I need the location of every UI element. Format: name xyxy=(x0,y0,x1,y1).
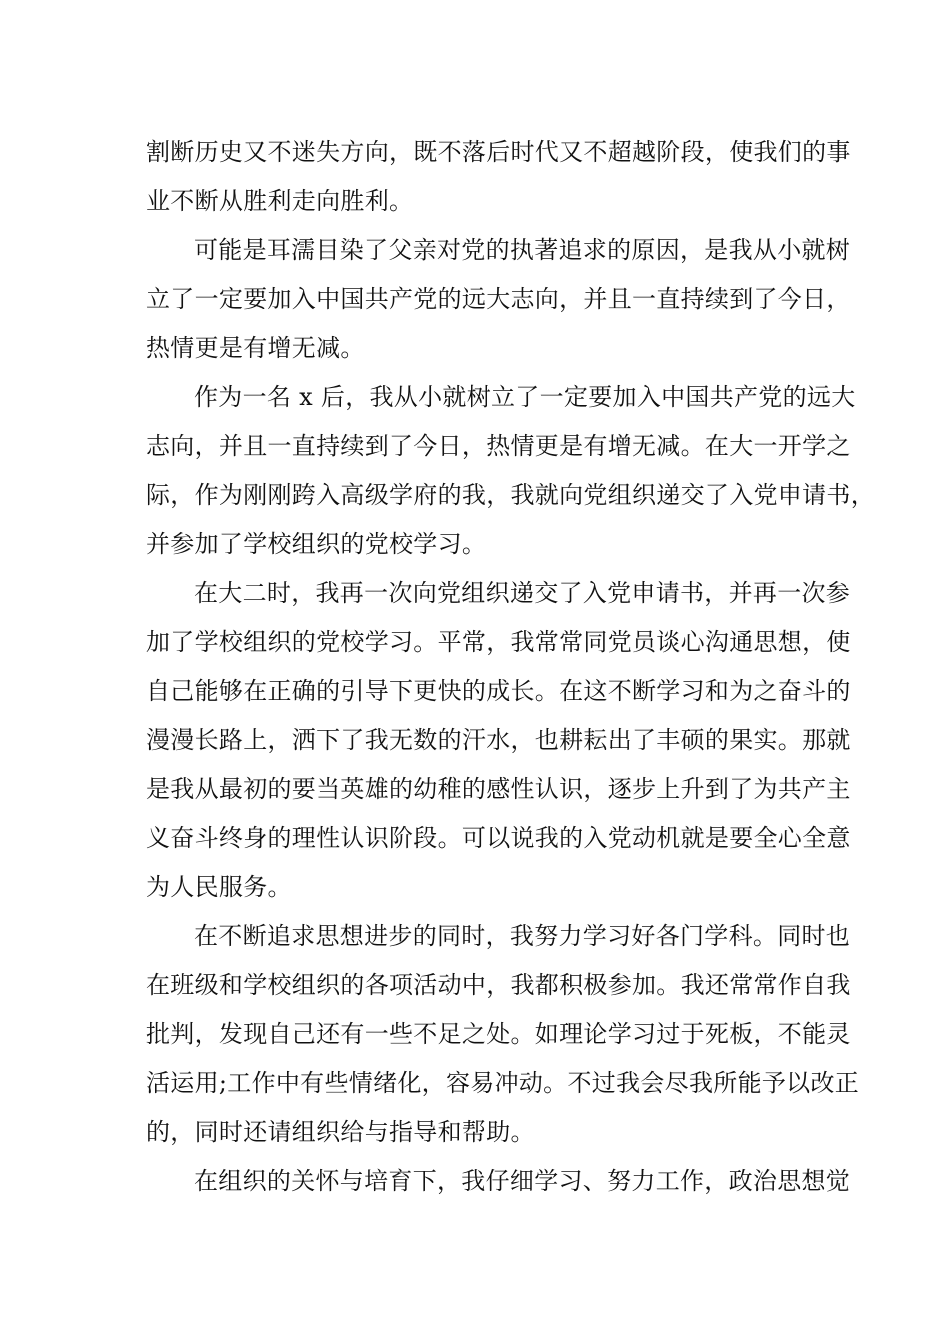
text-line: 志向，并且一直持续到了今日，热情更是有增无减。在大一开学之 xyxy=(146,432,851,460)
paragraph-first-line: 在大二时，我再一次向党组织递交了入党申请书，并再一次参 xyxy=(194,579,851,607)
text-line: 热情更是有增无减。 xyxy=(146,334,365,362)
text-line: 并参加了学校组织的党校学习。 xyxy=(146,530,487,558)
text-line: 漫漫长路上，洒下了我无数的汗水，也耕耘出了丰硕的果实。那就 xyxy=(146,726,851,754)
paragraph-first-line: 可能是耳濡目染了父亲对党的执著追求的原因，是我从小就树 xyxy=(194,236,851,264)
text-line: 自己能够在正确的引导下更快的成长。在这不断学习和为之奋斗的 xyxy=(146,677,851,705)
text-line: 立了一定要加入中国共产党的远大志向，并且一直持续到了今日， xyxy=(146,285,851,313)
paragraph-first-line: 作为一名 x 后，我从小就树立了一定要加入中国共产党的远大 xyxy=(194,383,856,411)
text-line: 是我从最初的要当英雄的幼稚的感性认识，逐步上升到了为共产主 xyxy=(146,775,851,803)
text-line: 的，同时还请组织给与指导和帮助。 xyxy=(146,1118,535,1146)
text-line: 际，作为刚刚跨入高级学府的我，我就向党组织递交了入党申请书， xyxy=(146,481,875,509)
paragraph-first-line: 在组织的关怀与培育下，我仔细学习、努力工作，政治思想觉 xyxy=(194,1167,851,1195)
text-line: 活运用;工作中有些情绪化，容易冲动。不过我会尽我所能予以改正 xyxy=(146,1069,860,1097)
text-line: 加了学校组织的党校学习。平常，我常常同党员谈心沟通思想，使 xyxy=(146,628,851,656)
text-line: 为人民服务。 xyxy=(146,873,292,901)
text-line: 批判，发现自己还有一些不足之处。如理论学习过于死板，不能灵 xyxy=(146,1020,851,1048)
text-line: 割断历史又不迷失方向，既不落后时代又不超越阶段，使我们的事 xyxy=(146,138,851,166)
paragraph-first-line: 在不断追求思想进步的同时，我努力学习好各门学科。同时也 xyxy=(194,922,851,950)
text-line: 在班级和学校组织的各项活动中，我都积极参加。我还常常作自我 xyxy=(146,971,851,999)
text-line: 业不断从胜利走向胜利。 xyxy=(146,187,414,215)
text-line: 义奋斗终身的理性认识阶段。可以说我的入党动机就是要全心全意 xyxy=(146,824,851,852)
